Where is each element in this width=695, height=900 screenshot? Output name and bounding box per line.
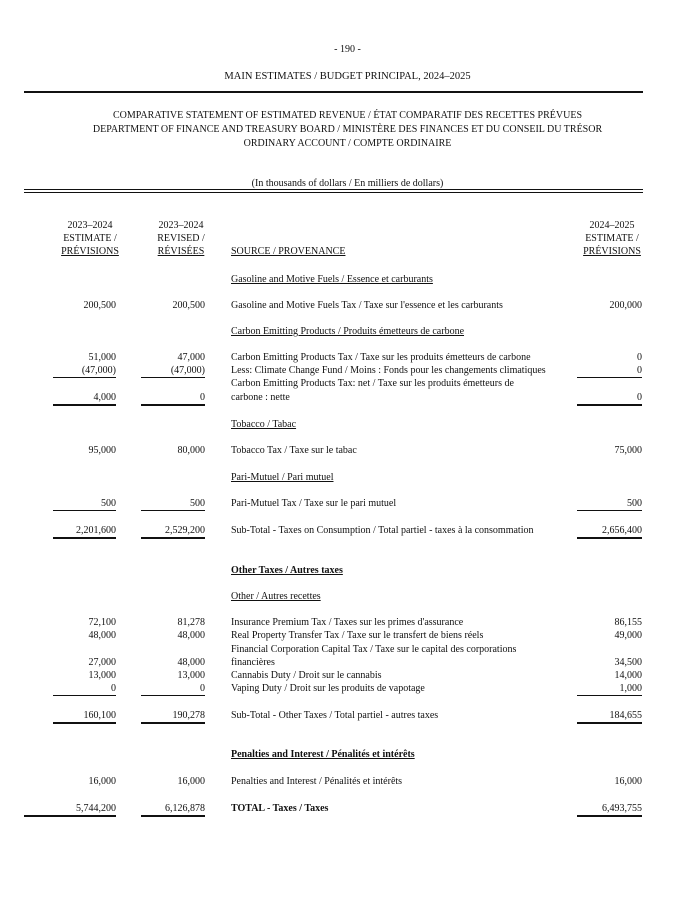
rule — [53, 377, 116, 378]
rule — [577, 695, 642, 696]
vaping-label: Vaping Duty / Droit sur les produits de vapotage — [231, 683, 425, 694]
rule — [141, 377, 205, 378]
rule — [53, 404, 116, 406]
property-label: Real Property Transfer Tax / Taxe sur le transfert de biens réels — [231, 630, 484, 641]
property-revised: 48,000 — [177, 630, 205, 641]
section-penalties-heading: Penalties and Interest / Pénalités et intérêts — [231, 749, 415, 760]
gasoline-estimate: 200,500 — [83, 300, 116, 311]
vaping-revised: 0 — [200, 683, 205, 694]
vaping-estimate: 0 — [111, 683, 116, 694]
climate-new: 0 — [637, 365, 642, 376]
subtotal-consumption-revised: 2,529,200 — [165, 525, 205, 536]
property-estimate: 48,000 — [88, 630, 116, 641]
climate-revised: (47,000) — [170, 365, 205, 376]
rule — [577, 404, 642, 406]
parimutuel-estimate: 500 — [101, 498, 116, 509]
subtotal-consumption-label: Sub-Total - Taxes on Consumption / Total partiel - taxes à la consommation — [231, 525, 534, 536]
rule — [53, 722, 116, 724]
tobacco-new: 75,000 — [614, 445, 642, 456]
carbon-net-label-2: carbone : nette — [231, 392, 290, 403]
title-line-2: DEPARTMENT OF FINANCE AND TREASURY BOARD / MINISTÈRE DES FINANCES ET DU CONSEIL DU TRÉSOR — [92, 124, 603, 135]
insurance-revised: 81,278 — [177, 617, 205, 628]
carbon-net-label-1: Carbon Emitting Products Tax: net / Taxe sur les produits émetteurs de — [231, 378, 514, 389]
rule — [141, 537, 205, 539]
tobacco-label: Tobacco Tax / Taxe sur le tabac — [231, 445, 357, 456]
title-line-1: COMPARATIVE STATEMENT OF ESTIMATED REVENUE / ÉTAT COMPARATIF DES RECETTES PRÉVUES — [113, 110, 582, 121]
parimutuel-label: Pari-Mutuel Tax / Taxe sur le pari mutuel — [231, 498, 397, 509]
property-new: 49,000 — [614, 630, 642, 641]
rule — [53, 537, 116, 539]
rule — [53, 695, 116, 696]
section-gasoline-heading: Gasoline and Motive Fuels / Essence et carburants — [231, 274, 433, 285]
cannabis-label: Cannabis Duty / Droit sur le cannabis — [231, 670, 382, 681]
cannabis-revised: 13,000 — [177, 670, 205, 681]
financial-estimate: 27,000 — [88, 657, 116, 668]
section-tobacco-heading: Tobacco / Tabac — [231, 419, 297, 430]
title-line-3: ORDINARY ACCOUNT / COMPTE ORDINAIRE — [243, 138, 452, 149]
page-number: - 190 - — [334, 44, 361, 55]
penalties-new: 16,000 — [614, 776, 642, 787]
subtotal-other-estimate: 160,100 — [83, 710, 116, 721]
rule — [141, 404, 205, 406]
parimutuel-revised: 500 — [190, 498, 205, 509]
col-estimate-2025-header: 2024–2025 ESTIMATE / PRÉVISIONS — [583, 220, 641, 257]
units-note: (In thousands of dollars / En milliers de dollars) — [251, 178, 444, 189]
subtotal-consumption-new: 2,656,400 — [602, 525, 642, 536]
total-estimate: 5,744,200 — [76, 803, 116, 814]
subtotal-other-new: 184,655 — [609, 710, 642, 721]
carbon-estimate: 51,000 — [88, 352, 116, 363]
carbon-net-revised: 0 — [200, 392, 205, 403]
rule — [577, 537, 642, 539]
col-estimate-header: 2023–2024 ESTIMATE / PRÉVISIONS — [61, 220, 119, 257]
vaping-new: 1,000 — [619, 683, 642, 694]
financial-new: 34,500 — [614, 657, 642, 668]
rule — [141, 510, 205, 511]
rule — [24, 815, 116, 817]
financial-label-2: financières — [231, 657, 275, 668]
header-rule — [24, 91, 643, 93]
climate-estimate: (47,000) — [81, 365, 116, 376]
section-carbon-heading: Carbon Emitting Products / Produits émetteurs de carbone — [231, 326, 465, 337]
rule — [577, 815, 642, 817]
subtotal-other-label: Sub-Total - Other Taxes / Total partiel - autres taxes — [231, 710, 439, 721]
rule — [141, 722, 205, 724]
gasoline-label: Gasoline and Motive Fuels Tax / Taxe sur l'essence et les carburants — [231, 300, 503, 311]
parimutuel-new: 500 — [627, 498, 642, 509]
subtotal-other-revised: 190,278 — [172, 710, 205, 721]
rule — [141, 815, 205, 817]
section-other-revenue-heading: Other / Autres recettes — [231, 591, 321, 602]
table-top-rule-1 — [24, 189, 643, 190]
penalties-estimate: 16,000 — [88, 776, 116, 787]
penalties-revised: 16,000 — [177, 776, 205, 787]
carbon-new: 0 — [637, 352, 642, 363]
gasoline-new: 200,000 — [609, 300, 642, 311]
total-label: TOTAL - Taxes / Taxes — [231, 803, 329, 814]
section-parimutuel-heading: Pari-Mutuel / Pari mutuel — [231, 472, 334, 483]
tobacco-revised: 80,000 — [177, 445, 205, 456]
insurance-estimate: 72,100 — [88, 617, 116, 628]
rule — [577, 722, 642, 724]
financial-revised: 48,000 — [177, 657, 205, 668]
total-new: 6,493,755 — [602, 803, 642, 814]
col-source-header: SOURCE / PROVENANCE — [231, 246, 346, 257]
insurance-label: Insurance Premium Tax / Taxes sur les primes d'assurance — [231, 617, 464, 628]
col-revised-header: 2023–2024 REVISED / RÉVISÉES — [157, 220, 205, 257]
climate-label: Less: Climate Change Fund / Moins : Fonds pour les changements climatiques — [231, 365, 546, 376]
rule — [53, 510, 116, 511]
cannabis-estimate: 13,000 — [88, 670, 116, 681]
subtotal-consumption-estimate: 2,201,600 — [76, 525, 116, 536]
rule — [577, 510, 642, 511]
carbon-net-estimate: 4,000 — [93, 392, 116, 403]
running-header: MAIN ESTIMATES / BUDGET PRINCIPAL, 2024–2025 — [224, 71, 471, 82]
carbon-revised: 47,000 — [177, 352, 205, 363]
tobacco-estimate: 95,000 — [88, 445, 116, 456]
penalties-label: Penalties and Interest / Pénalités et intérêts — [231, 776, 403, 787]
carbon-net-new: 0 — [637, 392, 642, 403]
gasoline-revised: 200,500 — [172, 300, 205, 311]
carbon-label: Carbon Emitting Products Tax / Taxe sur les produits émetteurs de carbone — [231, 352, 531, 363]
cannabis-new: 14,000 — [614, 670, 642, 681]
financial-label-1: Financial Corporation Capital Tax / Taxe sur le capital des corporations — [231, 644, 517, 655]
table-top-rule-2 — [24, 192, 643, 193]
rule — [141, 695, 205, 696]
section-other-taxes-heading: Other Taxes / Autres taxes — [231, 565, 343, 576]
total-revised: 6,126,878 — [165, 803, 205, 814]
rule — [577, 377, 642, 378]
insurance-new: 86,155 — [614, 617, 642, 628]
